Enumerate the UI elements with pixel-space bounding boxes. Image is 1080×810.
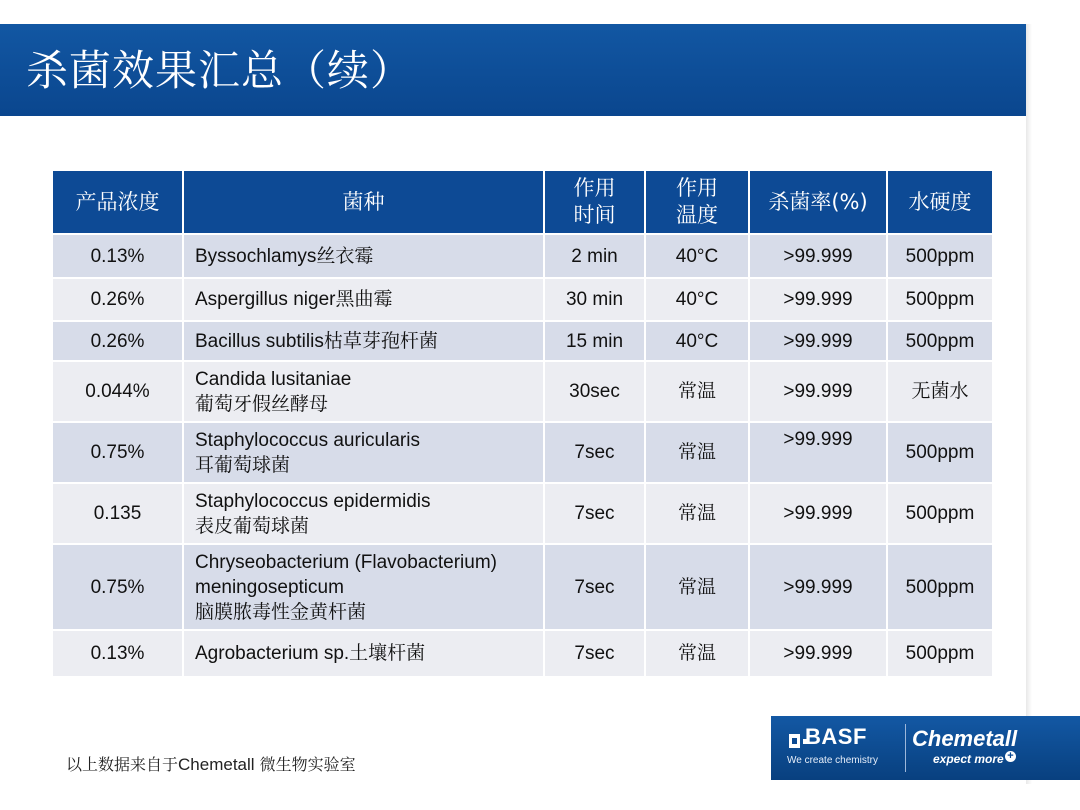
cell-temperature: 40°C [646, 322, 748, 360]
basf-logo-text: BASF [805, 724, 867, 749]
header-concentration: 产品浓度 [53, 171, 182, 233]
table-row [53, 279, 992, 320]
strain-line: Staphylococcus auricularis [195, 429, 420, 451]
table-row [53, 362, 992, 421]
strain-line: Staphylococcus epidermidis [195, 490, 431, 512]
cell-concentration: 0.26% [53, 322, 182, 360]
cell-strain [184, 545, 543, 629]
cell-time: 7sec [545, 423, 644, 482]
header-strain: 菌种 [184, 171, 543, 233]
cell-water-hardness: 500ppm [888, 484, 992, 543]
cell-kill-rate: >99.999 [750, 322, 886, 360]
cell-strain [184, 484, 543, 543]
strain-line: Candida lusitaniae [195, 368, 352, 390]
strain-line: Aspergillus niger黑曲霉 [195, 289, 393, 310]
plus-circle-icon: + [1005, 751, 1016, 762]
cell-kill-rate: >99.999 [750, 545, 886, 629]
cell-strain [184, 235, 543, 277]
strain-line: Chryseobacterium (Flavobacterium) [195, 551, 497, 573]
cell-kill-rate: >99.999 [750, 362, 886, 421]
cell-concentration: 0.75% [53, 545, 182, 629]
cell-water-hardness: 500ppm [888, 423, 992, 482]
brand-logo-panel [771, 716, 1080, 780]
cell-concentration: 0.135 [53, 484, 182, 543]
strain-line-chinese: 葡萄牙假丝酵母 [195, 392, 329, 415]
chemetall-logo-text: Chemetall [912, 726, 1018, 751]
table-row [53, 423, 992, 482]
strain-line-chinese: 表皮葡萄球菌 [195, 514, 310, 537]
cell-strain [184, 362, 543, 421]
cell-temperature: 常温 [646, 631, 748, 676]
cell-time: 7sec [545, 545, 644, 629]
cell-kill-rate: >99.999 [750, 423, 886, 482]
cell-strain [184, 279, 543, 320]
cell-concentration: 0.044% [53, 362, 182, 421]
cell-water-hardness: 500ppm [888, 631, 992, 676]
cell-temperature: 40°C [646, 279, 748, 320]
strain-line: Byssochlamys丝衣霉 [195, 245, 374, 267]
table-row [53, 322, 992, 360]
table-row [53, 484, 992, 543]
table-header-row [53, 171, 992, 233]
table-row [53, 545, 992, 629]
header-time [545, 171, 644, 233]
cell-water-hardness: 500ppm [888, 235, 992, 277]
cell-time: 30sec [545, 362, 644, 421]
header-time-line2: 时间 [573, 203, 616, 227]
cell-kill-rate: >99.999 [750, 279, 886, 320]
cell-water-hardness: 无菌水 [888, 362, 992, 421]
cell-time: 7sec [545, 484, 644, 543]
cell-water-hardness: 500ppm [888, 545, 992, 629]
slide-title: 杀菌效果汇总（续） [26, 46, 414, 95]
cell-temperature: 常温 [646, 362, 748, 421]
note-text-company: Chemetall [178, 755, 255, 774]
cell-time: 7sec [545, 631, 644, 676]
cell-time: 30 min [545, 279, 644, 320]
results-table [51, 169, 994, 678]
cell-temperature: 常温 [646, 545, 748, 629]
cell-water-hardness: 500ppm [888, 322, 992, 360]
cell-strain [184, 631, 543, 676]
cell-temperature: 常温 [646, 423, 748, 482]
cell-temperature: 40°C [646, 235, 748, 277]
header-water-hardness: 水硬度 [888, 171, 992, 233]
strain-line: Agrobacterium sp.土壤杆菌 [195, 643, 426, 664]
header-kill-rate: 杀菌率(%) [750, 171, 886, 233]
cell-time: 2 min [545, 235, 644, 277]
cell-water-hardness: 500ppm [888, 279, 992, 320]
cell-concentration: 0.13% [53, 235, 182, 277]
note-text-post: 微生物实验室 [254, 755, 356, 774]
table-row [53, 631, 992, 676]
strain-line: meningosepticum [195, 576, 344, 598]
title-bar [0, 24, 1026, 116]
cell-time: 15 min [545, 322, 644, 360]
slide-edge-shadow [1026, 24, 1032, 784]
note-text-pre: 以上数据来自于 [66, 755, 179, 774]
cell-strain [184, 322, 543, 360]
header-temp-line1: 作用 [676, 176, 718, 200]
strain-line-chinese: 脑膜脓毒性金黄杆菌 [195, 600, 367, 623]
basf-tagline: We create chemistry [787, 755, 878, 766]
cell-strain [184, 423, 543, 482]
cell-kill-rate: >99.999 [750, 484, 886, 543]
cell-kill-rate: >99.999 [750, 235, 886, 277]
cell-temperature: 常温 [646, 484, 748, 543]
cell-concentration: 0.75% [53, 423, 182, 482]
cell-concentration: 0.26% [53, 279, 182, 320]
strain-line-chinese: 耳葡萄球菌 [195, 453, 291, 476]
brand-divider [905, 724, 906, 772]
header-time-line1: 作用 [573, 176, 616, 200]
cell-concentration: 0.13% [53, 631, 182, 676]
table-row [53, 235, 992, 277]
strain-line: Bacillus subtilis枯草芽孢杆菌 [195, 330, 438, 352]
results-table-container [53, 171, 990, 678]
header-temperature [646, 171, 748, 233]
data-source-note [66, 752, 356, 775]
cell-kill-rate: >99.999 [750, 631, 886, 676]
header-temp-line2: 温度 [676, 203, 718, 227]
chemetall-tagline: expect more [933, 752, 1004, 766]
